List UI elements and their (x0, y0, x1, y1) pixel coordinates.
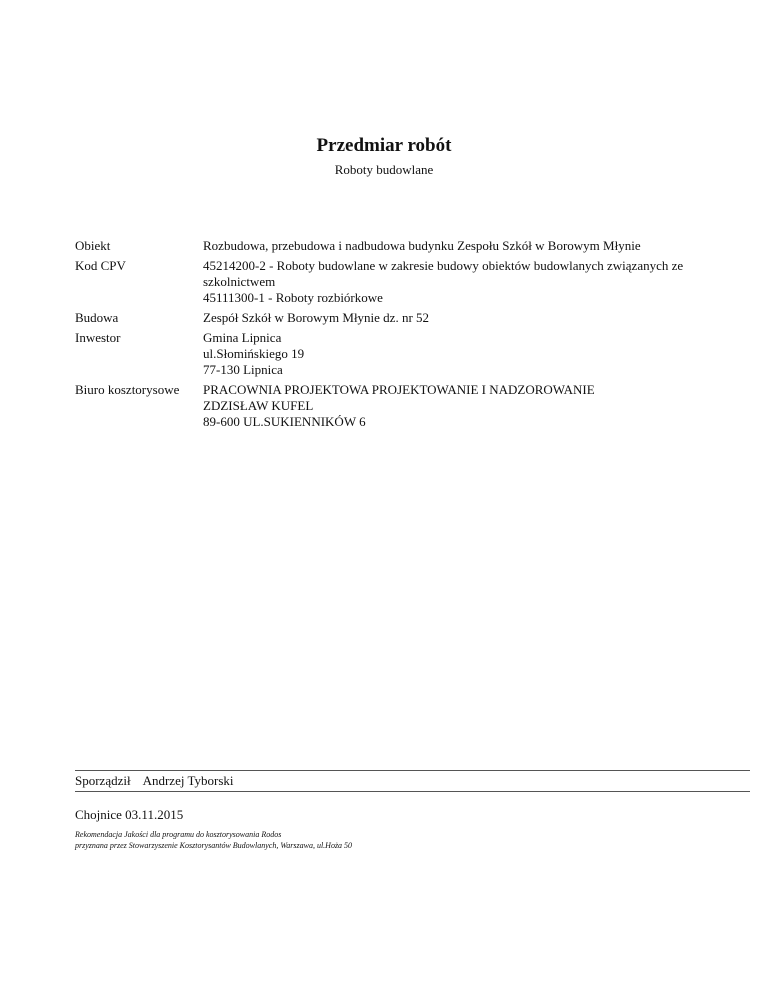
footnote (75, 829, 352, 851)
info-value-biuro (203, 382, 735, 430)
info-row-obiekt (75, 238, 735, 254)
author-label: Sporządził (75, 773, 131, 788)
info-label-inwestor: Inwestor (75, 330, 121, 345)
info-value-line: 77-130 Lipnica (203, 362, 283, 377)
info-label-obiekt: Obiekt (75, 238, 111, 253)
footnote-line: Rekomendacja Jakości dla programu do kosztorysowania Rodos (75, 830, 282, 839)
info-value-line: ZDZISŁAW KUFEL (203, 398, 314, 413)
divider-top (75, 770, 750, 771)
info-row-biuro (75, 382, 735, 430)
info-value-line: szkolnictwem (203, 274, 276, 289)
divider-bottom (75, 791, 750, 792)
info-value-line: Rozbudowa, przebudowa i nadbudowa budynku Zespołu Szkół w Borowym Młynie (203, 238, 641, 253)
info-value-line: Zespół Szkół w Borowym Młynie dz. nr 52 (203, 310, 430, 325)
info-label-biuro: Biuro kosztorysowe (75, 382, 180, 397)
document-subtitle: Roboty budowlane (334, 162, 434, 177)
info-value-budowa (203, 310, 735, 326)
footnote-line: przyznana przez Stowarzyszenie Kosztorysantów Budowlanych, Warszawa, ul.Hoża 50 (75, 841, 353, 850)
document-title: Przedmiar robót (316, 135, 452, 156)
info-value-obiekt (203, 238, 735, 254)
info-value-line: 45214200-2 - Roboty budowlane w zakresie budowy obiektów budowlanych związanych ze (203, 258, 684, 273)
info-value-line: 89-600 UL.SUKIENNIKÓW 6 (203, 414, 366, 429)
place-date: Chojnice 03.11.2015 (75, 807, 184, 822)
info-label-kod-cpv: Kod CPV (75, 258, 126, 273)
info-value-line: 45111300-1 - Roboty rozbiórkowe (203, 290, 383, 305)
info-label-budowa: Budowa (75, 310, 119, 325)
info-value-line: Gmina Lipnica (203, 330, 282, 345)
author-name: Andrzej Tyborski (142, 773, 234, 788)
author-block (75, 773, 234, 789)
info-row-inwestor (75, 330, 735, 378)
info-value-line: ul.Słomińskiego 19 (203, 346, 305, 361)
info-value-inwestor (203, 330, 735, 378)
info-row-budowa (75, 310, 735, 326)
info-row-kod-cpv (75, 258, 735, 306)
info-table (75, 238, 735, 434)
info-value-line: PRACOWNIA PROJEKTOWA PROJEKTOWANIE I NADZOROWANIE (203, 382, 595, 397)
info-value-kod-cpv (203, 258, 735, 306)
